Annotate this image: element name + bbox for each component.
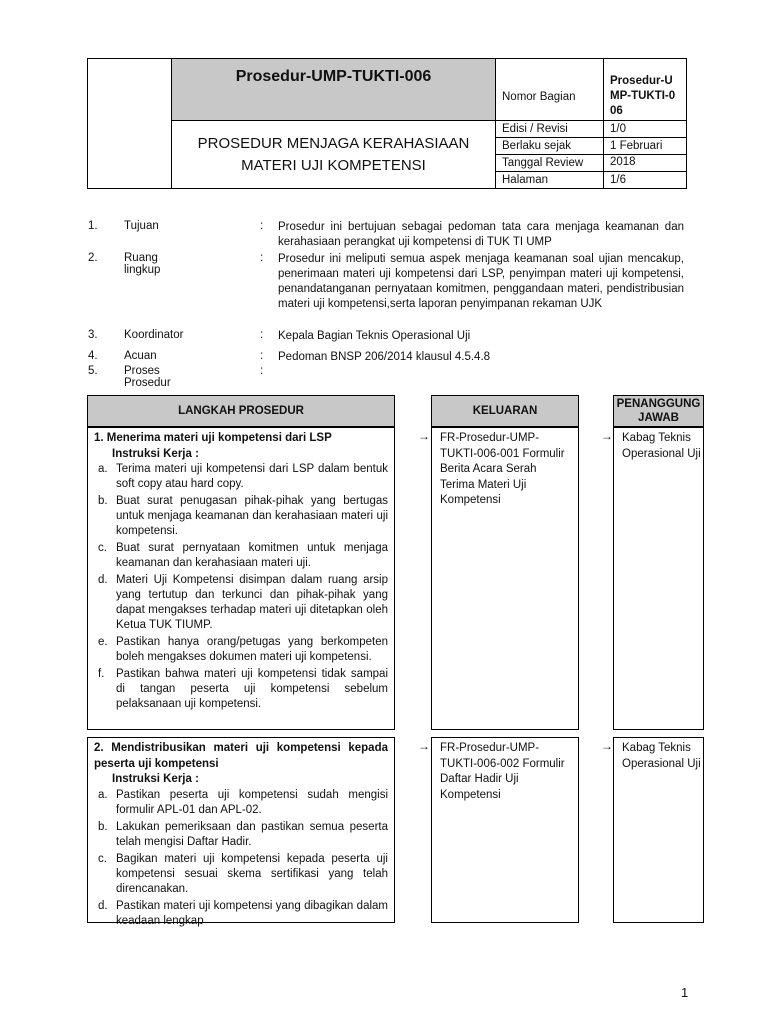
logo-cell: [88, 59, 172, 188]
info-text: Pedoman BNSP 206/2014 klausul 4.5.4.8: [278, 351, 491, 363]
header-langkah-prosedur: LANGKAH PROSEDUR: [87, 395, 395, 427]
info-number: 4.: [88, 350, 98, 362]
instruction-item: e. Pastikan hanya orang/petugas yang berkompeten boleh mengakses dokumen materi uji kompetensi.: [98, 636, 388, 663]
info-colon: :: [260, 329, 264, 341]
instruction-item: b. Lakukan pemeriksaan dan pastikan semua peserta telah mengisi Daftar Hadir.: [98, 820, 388, 848]
step-2-keluaran: FR-Prosedur-UMP-TUKTI-006-002 Formulir Daftar Hadir Uji Kompetensi: [431, 737, 579, 923]
meta-row-halaman: [496, 172, 686, 188]
info-label: Koordinator: [124, 329, 184, 341]
meta-value: [603, 155, 687, 171]
step-1-instruksi-label: Instruksi Kerja :: [112, 447, 199, 460]
instruction-item: d. Materi Uji Kompetensi disimpan dalam ruang arsip yang tertutup dan terkunci dan pihak-pihak yang dapat mengakses terhadap materi uji ditetapkan oleh Ketua TUK TIUMP.: [98, 574, 388, 631]
meta-label: Edisi / Revisi: [502, 123, 568, 135]
step-1-cell: [87, 427, 395, 730]
document-header-table: [87, 58, 687, 189]
meta-row-nomor-bagian: [496, 59, 686, 121]
instruction-item: f. Pastikan bahwa materi uji kompetensi tidak sampai di tangan peserta uji kompetensi sebelum pelaksanaan uji kompetensi.: [98, 668, 388, 710]
instruction-item: b. Buat surat penugasan pihak-pihak yang bertugas untuk menjaga keamanan dan kerahasiaan materi uji kompetensi.: [98, 495, 388, 537]
meta-label: Nomor Bagian: [502, 91, 576, 103]
info-colon: :: [260, 365, 264, 377]
step-1-keluaran: FR-Prosedur-UMP-TUKTI-006-001 Formulir Berita Acara Serah Terima Materi Uji Kompetensi: [431, 427, 579, 730]
info-text: Kepala Bagian Teknis Operasional Uji: [278, 330, 471, 342]
step-2-penanggung-jawab: Kabag Teknis Operasional Uji: [613, 737, 704, 923]
info-label: Ruang lingkup: [124, 252, 161, 276]
meta-label: Halaman: [502, 174, 549, 186]
info-number: 2.: [88, 252, 98, 264]
meta-value: Prosedur-UMP-TUKTI-006: [603, 59, 687, 120]
info-number: 1.: [88, 220, 98, 232]
info-colon: :: [260, 252, 264, 264]
instruction-item: a. Pastikan peserta uji kompetensi sudah mengisi formulir APL-01 dan APL-02.: [98, 788, 388, 816]
info-text: Prosedur ini meliputi semua aspek menjaga keamanan soal ujian mencakup, penerimaan materi uji kompetensi dari LSP, penyimpan materi uji kompetensi, penandatanganan pernyataan komitmen, penggandaan materi, pendistribusian materi uji kompetensi,serta laporan penyimpanan rekaman UJK: [278, 253, 684, 310]
info-colon: :: [260, 350, 264, 362]
meta-row-tanggal-review: [496, 155, 686, 172]
step-1-penanggung-jawab: Kabag Teknis Operasional Uji: [613, 427, 704, 730]
meta-value: 1/0: [603, 121, 687, 137]
info-label: Proses Prosedur: [124, 365, 171, 389]
procedure-code-title: Prosedur-UMP-TUKTI-006: [172, 59, 496, 121]
instruction-item: c. Bagikan materi uji kompetensi kepada peserta uji kompetensi sesuai skema sertifikasi yang telah direncanakan.: [98, 852, 388, 895]
meta-label: Berlaku sejak: [502, 140, 572, 152]
header-keluaran: KELUARAN: [431, 395, 579, 427]
meta-value: 1/6: [603, 172, 687, 188]
info-text: Prosedur ini bertujuan sebagai pedoman tata cara menjaga keamanan dan kerahasiaan perangkat uji kompetensi di TUK TI UMP: [278, 221, 684, 248]
instruction-item: c. Buat surat pernyataan komitmen untuk menjaga keamanan dan kerahasiaan materi uji.: [98, 542, 388, 569]
meta-label: Tanggal Review: [502, 157, 584, 169]
info-label: Tujuan: [124, 220, 159, 232]
main-title-line-2: MATERI UJI KOMPETENSI: [241, 156, 426, 174]
arrow-right-icon: →: [418, 429, 430, 443]
page-number: 1: [681, 985, 689, 1000]
meta-value: 1 Februari 2018: [603, 138, 687, 154]
info-number: 3.: [88, 329, 98, 341]
instruction-item: d. Pastikan materi uji kompetensi yang dibagikan dalam keadaan lengkap: [98, 899, 388, 927]
arrow-right-icon: →: [601, 739, 613, 753]
step-2-instruksi-label: Instruksi Kerja :: [112, 773, 199, 785]
main-title-line-1: PROSEDUR MENJAGA KERAHASIAAN: [197, 134, 470, 152]
info-number: 5.: [88, 365, 98, 377]
step-2-instruction-list: [94, 788, 388, 929]
step-2-title: 2. Mendistribusikan materi uji kompetensi kepada peserta uji kompetensi: [94, 742, 388, 770]
info-label: Acuan: [124, 350, 157, 362]
step-2-cell: [87, 737, 395, 927]
info-colon: :: [260, 220, 264, 232]
document-main-title: [172, 121, 496, 188]
arrow-right-icon: →: [418, 739, 430, 753]
meta-row-edisi-revisi: [496, 121, 686, 138]
step-1-instruction-list: [94, 462, 388, 712]
arrow-right-icon: →: [601, 429, 613, 443]
header-penanggung-jawab: PENANGGUNG JAWAB: [613, 395, 704, 427]
step-1-title: 1. Menerima materi uji kompetensi dari LSP: [94, 432, 332, 444]
instruction-item: a. Terima materi uji kompetensi dari LSP dalam bentuk soft copy atau hard copy.: [98, 463, 388, 490]
